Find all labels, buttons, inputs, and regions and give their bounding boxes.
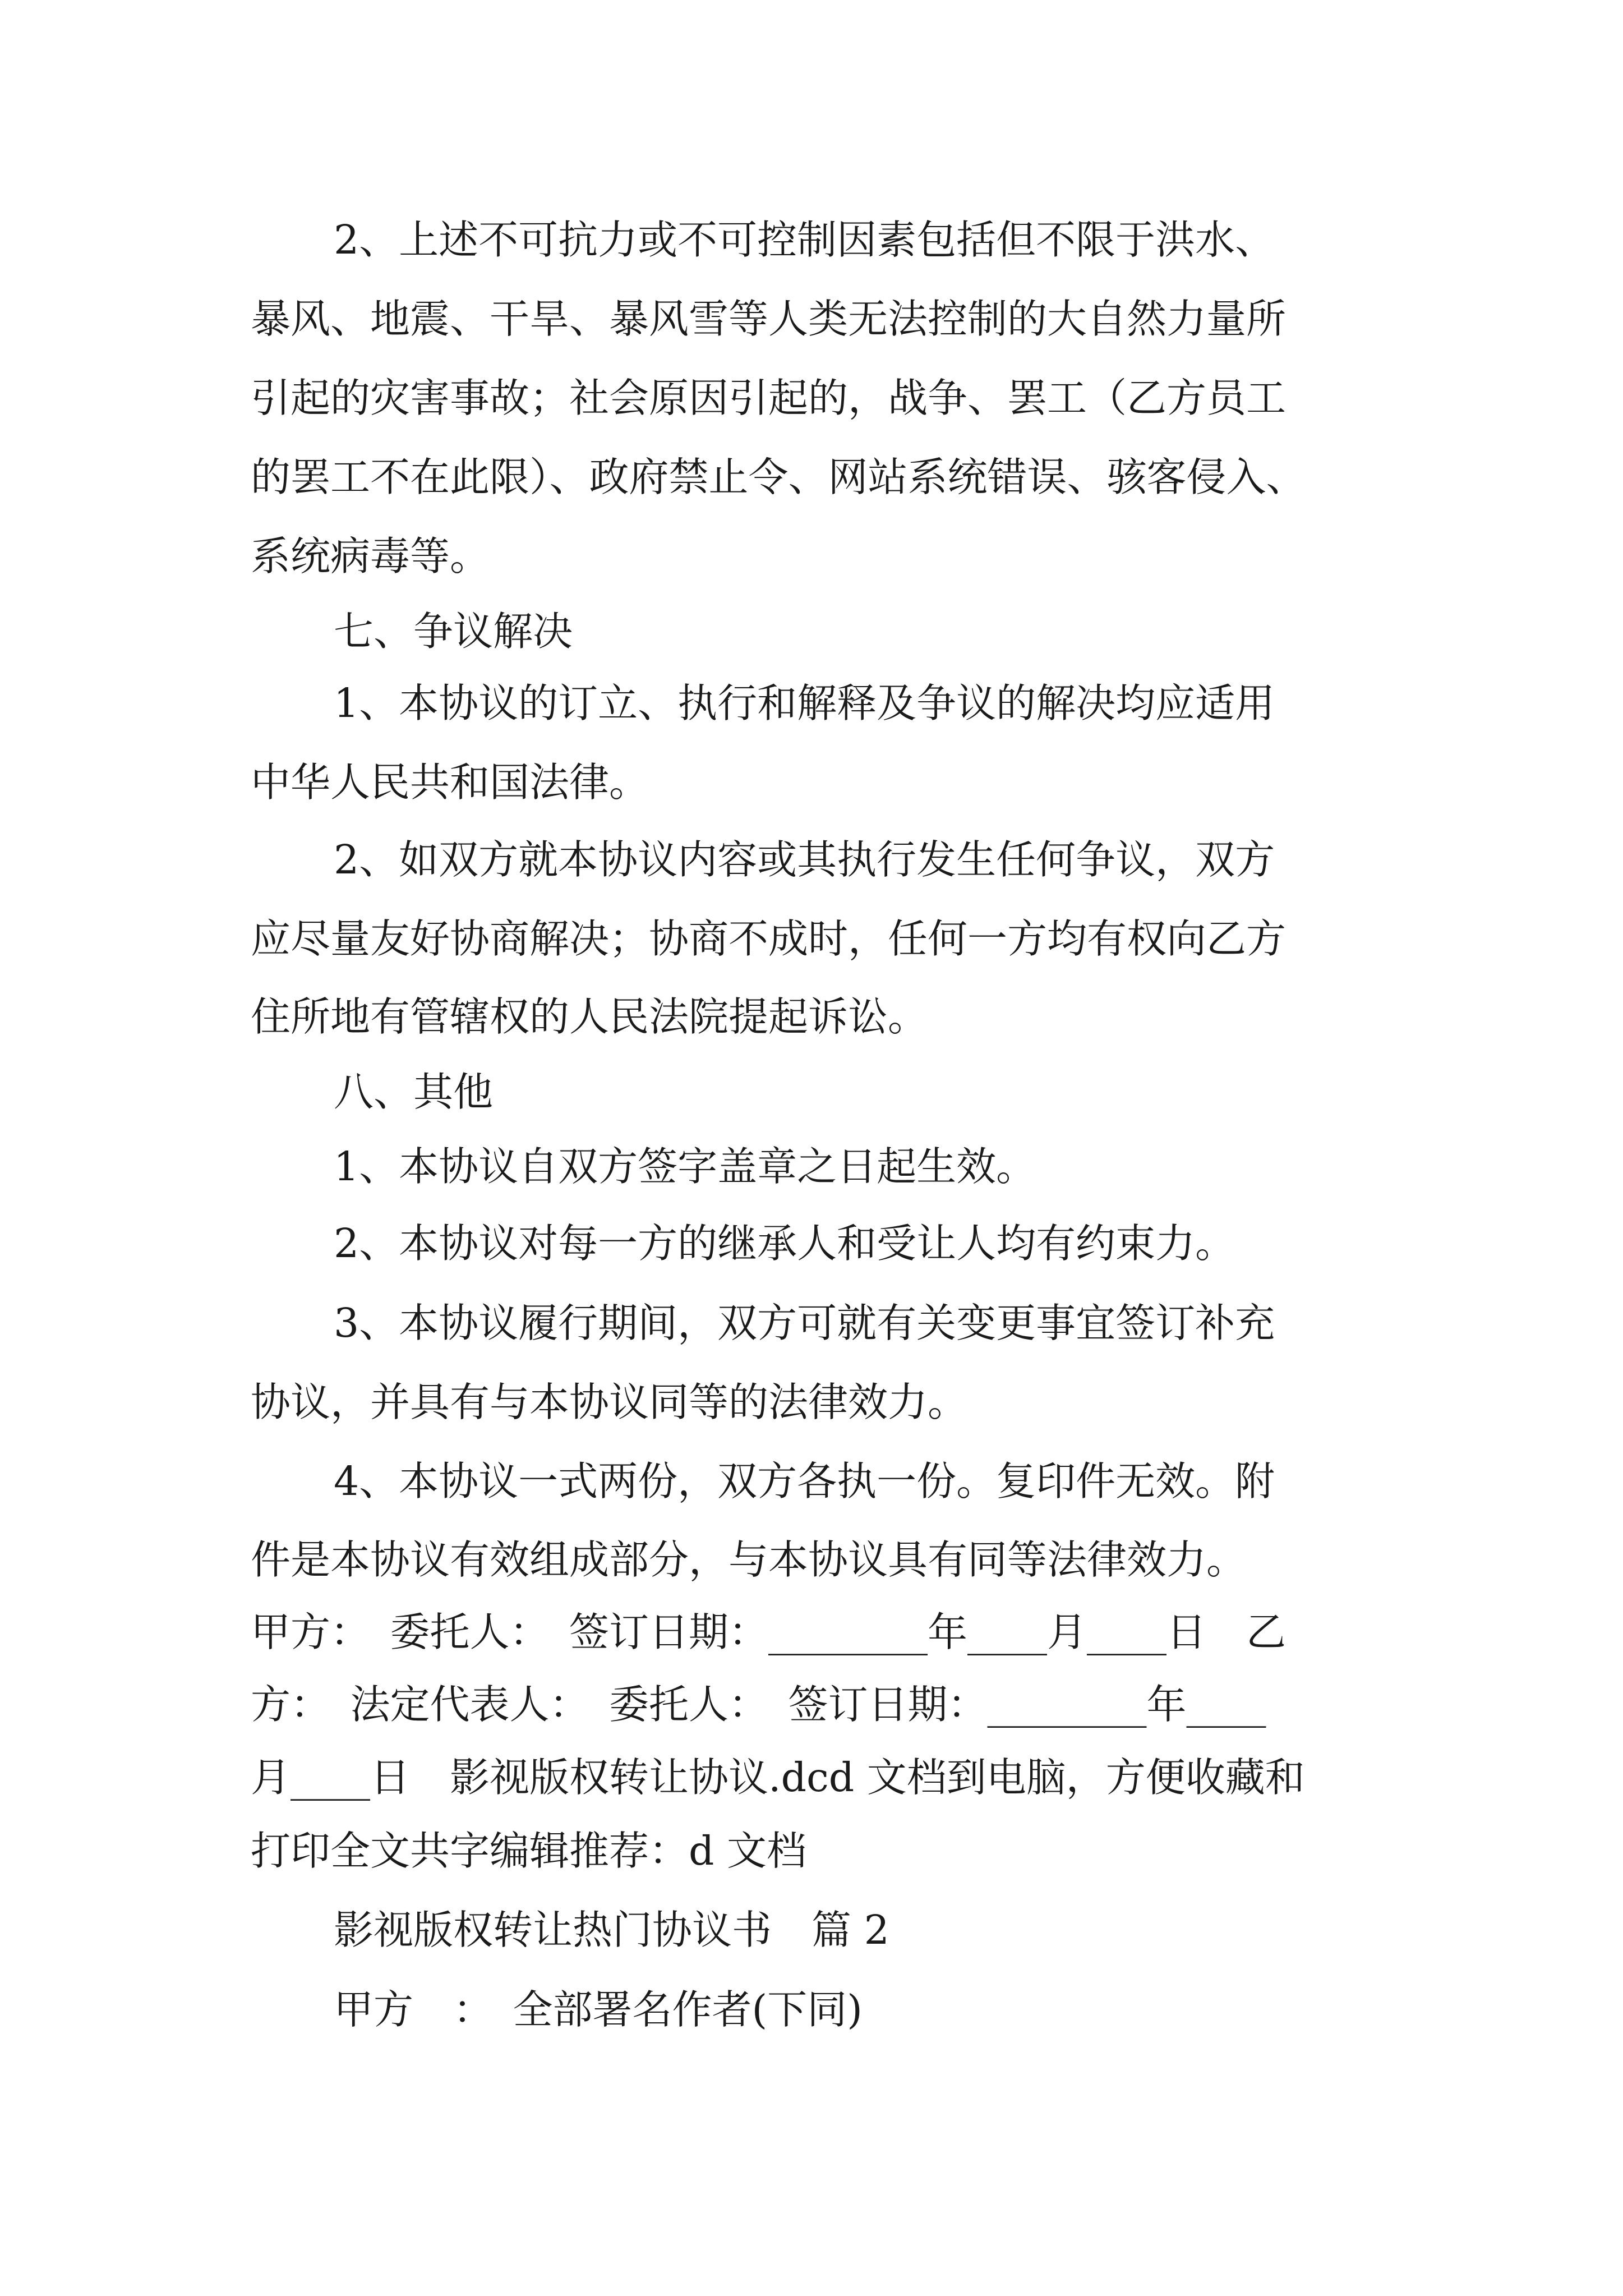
text-line: 应尽量友好协商解决；协商不成时，任何一方均有权向乙方 [251, 915, 1287, 962]
signature-line: 方： 法定代表人： 委托人： 签订日期：________年____ [251, 1681, 1266, 1728]
text-line: 中华人民共和国法律。 [251, 759, 649, 806]
text-line: 协议，并具有与本协议同等的法律效力。 [251, 1379, 968, 1425]
text-line: 1、本协议自双方签字盖章之日起生效。 [334, 1143, 1036, 1190]
text-line: 甲方 ： 全部署名作者(下同) [334, 1986, 863, 2033]
text-line: 系统病毒等。 [251, 533, 490, 579]
text-line: 住所地有管辖权的人民法院提起诉讼。 [251, 993, 928, 1040]
text-line: 暴风、地震、干旱、暴风雪等人类无法控制的大自然力量所 [251, 296, 1287, 342]
text-line: 月____日 影视版权转让协议.dcd 文档到电脑，方便收藏和 [251, 1754, 1305, 1801]
text-line: 的罢工不在此限）、政府禁止令、网站系统错误、骇客侵入、 [251, 454, 1306, 500]
text-line: 2、上述不可抗力或不可控制因素包括但不限于洪水、 [334, 217, 1275, 263]
text-line: 1、本协议的订立、执行和解释及争议的解决均应适用 [334, 680, 1275, 726]
text-line: 3、本协议履行期间，双方可就有关变更事宜签订补充 [334, 1300, 1275, 1346]
text-line: 4、本协议一式两份，双方各执一份。复印件无效。附 [334, 1458, 1275, 1504]
section-heading: 影视版权转让热门协议书 篇 2 [334, 1907, 889, 1953]
section-heading: 七、争议解决 [334, 608, 573, 655]
text-line: 引起的灾害事故；社会原因引起的，战争、罢工（乙方员工 [251, 375, 1287, 421]
signature-line: 甲方： 委托人： 签订日期：________年____月____日 乙 [251, 1609, 1287, 1655]
section-heading: 八、其他 [334, 1069, 494, 1115]
text-line: 件是本协议有效组成部分，与本协议具有同等法律效力。 [251, 1536, 1247, 1583]
text-line: 打印全文共字编辑推荐：d 文档 [251, 1828, 807, 1874]
text-line: 2、如双方就本协议内容或其执行发生任何争议，双方 [334, 836, 1275, 883]
text-line: 2、本协议对每一方的继承人和受让人均有约束力。 [334, 1220, 1235, 1267]
